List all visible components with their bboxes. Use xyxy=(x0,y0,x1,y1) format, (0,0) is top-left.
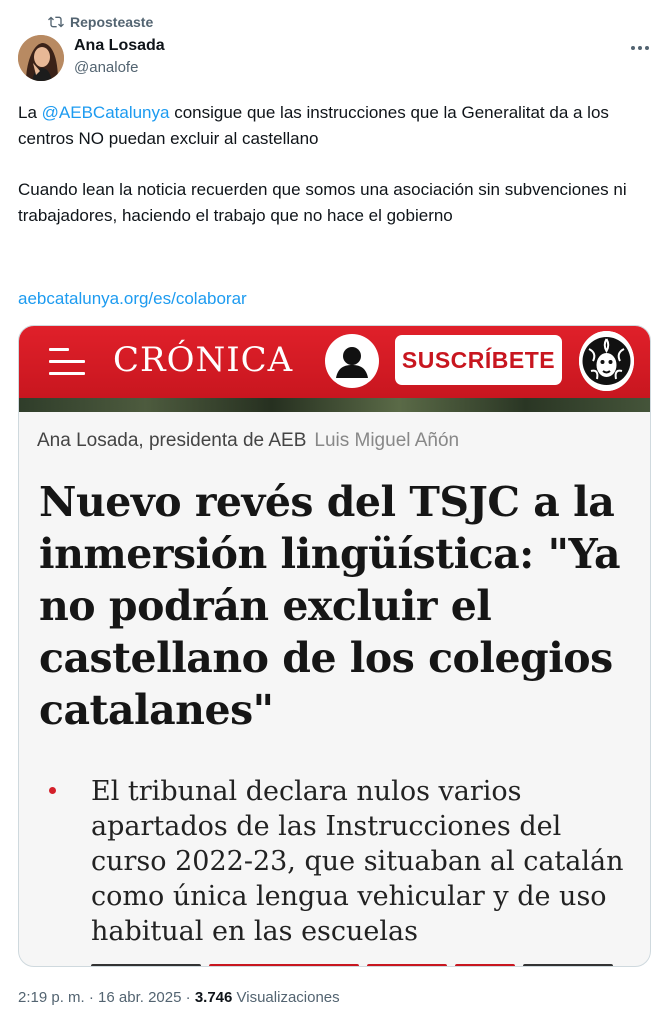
user-icon xyxy=(325,334,379,388)
bullet-icon xyxy=(49,787,56,794)
article-headline: Nuevo revés del TSJC a la inmersión lingüística: "Ya no podrán excluir el castellano de los colegios catalanes" xyxy=(39,478,621,734)
tweet-meta: 2:19 p. m. · 16 abr. 2025 · 3.746 Visualizaciones xyxy=(18,989,340,1006)
mention-link[interactable]: @AEBCatalunya xyxy=(41,103,170,122)
photo-author: Luis Miguel Añón xyxy=(314,430,460,451)
tweet-text-suffix: consigue que las instrucciones que la Generalitat da a los centros NO puedan excluir al castellano xyxy=(18,103,609,148)
views-label: Visualizaciones xyxy=(232,989,340,1006)
newspaper-header xyxy=(19,326,651,398)
author-name[interactable]: Ana Losada xyxy=(74,37,165,54)
tweet-date[interactable]: 16 abr. 2025 xyxy=(98,989,182,1006)
more-options-icon[interactable] xyxy=(626,36,654,60)
repost-indicator xyxy=(48,12,153,32)
repost-label: Reposteaste xyxy=(70,14,154,30)
photo-caption xyxy=(37,430,459,452)
article-summary: El tribunal declara nulos varios apartados de las Instrucciones del curso 2022-23, que situaban al catalán como única lengua vehicular y de uso habitual en las escuelas xyxy=(91,776,624,947)
tweet-paragraph-2: Cuando lean la noticia recuerden que somos una asociación sin subvenciones ni trabajadores, haciendo el trabajo que no hace el gobierno xyxy=(18,180,627,225)
newspaper-logo: CRÓNICA xyxy=(113,340,294,380)
cut-off-text xyxy=(91,957,631,967)
menu-icon xyxy=(49,348,85,376)
lion-logo-icon xyxy=(579,331,634,391)
collaborate-link[interactable]: aebcatalunya.org/es/colaborar xyxy=(18,289,247,308)
author-handle[interactable]: @analofe xyxy=(74,59,139,76)
views-count: 3.746 xyxy=(194,989,233,1006)
tweet-paragraph-1 xyxy=(18,100,652,152)
subscribe-button: SUSCRÍBETE xyxy=(395,335,562,385)
repost-icon xyxy=(48,14,64,30)
tweet-text-prefix: La xyxy=(18,103,42,122)
photo-strip xyxy=(19,398,651,412)
photo-credit: Ana Losada, presidenta de AEB xyxy=(37,430,307,451)
media-image[interactable] xyxy=(18,325,651,967)
avatar[interactable] xyxy=(18,35,64,81)
tweet-time[interactable]: 2:19 p. m. xyxy=(18,989,85,1006)
